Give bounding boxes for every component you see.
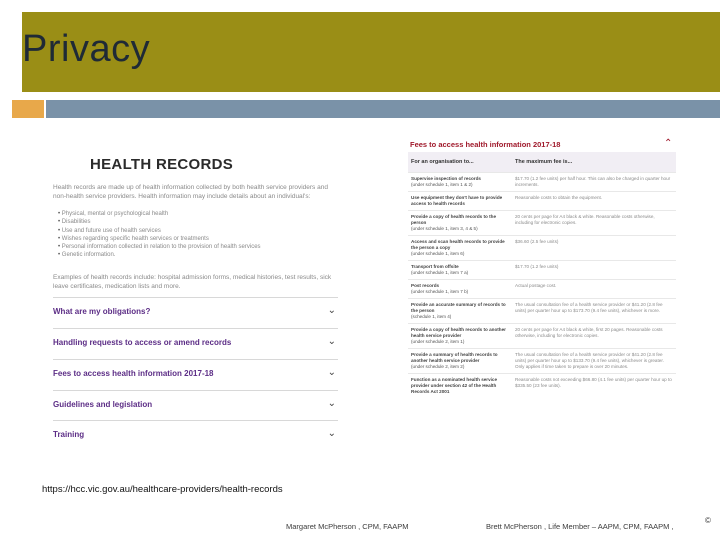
chevron-down-icon: ⌄	[327, 367, 336, 378]
row-action: Provide a copy of health records to another health service provider	[411, 327, 506, 338]
row-reference: (under schedule 1, item 7 a)	[411, 270, 469, 275]
table-row	[408, 211, 676, 236]
table-cell-fee: $17.70 (1.2 fee units) per half hour. This can also be charged in quarter hour increments.	[512, 173, 676, 192]
table-row	[408, 192, 676, 211]
bullet-item: • Disabilities	[58, 218, 328, 226]
chevron-down-icon: ⌄	[327, 336, 336, 347]
table-cell-organisation	[408, 261, 512, 280]
fees-table	[408, 152, 676, 398]
accordion-handling-requests[interactable]	[53, 328, 338, 359]
chevron-down-icon: ⌄	[327, 428, 336, 439]
row-action: Use equipment they don't have to provide access to health records	[411, 195, 503, 206]
accent-stripe-orange	[12, 100, 44, 118]
accordion-guidelines[interactable]	[53, 390, 338, 421]
table-row	[408, 261, 676, 280]
accordion-training[interactable]	[53, 420, 338, 451]
column-header-organisation: For an organisation to...	[408, 152, 512, 173]
accordion-label: Training	[53, 430, 85, 439]
table-row	[408, 299, 676, 324]
fees-panel-title[interactable]: Fees to access health information 2017-18	[410, 140, 561, 149]
table-cell-organisation	[408, 211, 512, 236]
row-reference: (under schedule 2, item 2)	[411, 364, 465, 369]
accordion-label: Fees to access health information 2017-18	[53, 369, 214, 378]
health-records-bullet-list	[58, 210, 328, 260]
table-cell-fee: 20 cents per page for A4 black & white. Reasonable costs otherwise, including for electronic copies.	[512, 211, 676, 236]
table-row	[408, 173, 676, 192]
row-action: Supervise inspection of records	[411, 176, 481, 181]
chevron-down-icon: ⌄	[327, 398, 336, 409]
table-row	[408, 280, 676, 299]
chevron-up-icon[interactable]: ⌃	[664, 138, 673, 149]
table-cell-organisation	[408, 236, 512, 261]
row-action: Provide a summary of health records to another health service provider	[411, 352, 498, 363]
table-cell-organisation	[408, 192, 512, 211]
row-reference: (schedule 1, item 4)	[411, 314, 452, 319]
row-reference: (under schedule 2, item 1)	[411, 339, 465, 344]
table-cell-fee: $36.60 (2.5 fee units)	[512, 236, 676, 261]
source-url: https://hcc.vic.gov.au/healthcare-providers/health-records	[42, 484, 283, 495]
accordion-label: Handling requests to access or amend records	[53, 338, 232, 347]
bullet-item: • Use and future use of health services	[58, 227, 328, 235]
copyright-symbol: ©	[705, 516, 711, 525]
row-reference: (under schedule 1, item 1 & 2)	[411, 182, 473, 187]
table-cell-organisation	[408, 349, 512, 374]
row-action: Provide a copy of health records to the person	[411, 214, 497, 225]
table-row	[408, 324, 676, 349]
table-row	[408, 236, 676, 261]
title-bar-left-strip	[12, 12, 22, 92]
footer-author-left: Margaret McPherson , CPM, FAAPM	[286, 522, 409, 531]
bullet-item: • Physical, mental or psychological health	[58, 210, 328, 218]
accordion-fees[interactable]	[53, 359, 338, 390]
row-action: Provide an accurate summary of records to the person	[411, 302, 506, 313]
table-cell-organisation	[408, 173, 512, 192]
accent-stripe-blue	[46, 100, 720, 118]
table-cell-organisation	[408, 374, 512, 399]
row-action: Transport from offsite	[411, 264, 459, 269]
table-cell-fee: The usual consultation fee of a health service provider or $41.20 (2.8 fee units) per quarter hour up to $173.70 (9.4 fee units), whichever is more.	[512, 299, 676, 324]
footer-author-right: Brett McPherson , Life Member – AAPM, CPM, FAAPM ,	[486, 522, 674, 531]
table-row	[408, 374, 676, 399]
chevron-down-icon: ⌄	[327, 305, 336, 316]
row-reference: (under schedule 1, item 3, 4 & 5)	[411, 226, 478, 231]
table-row	[408, 349, 676, 374]
row-action: Post records	[411, 283, 440, 288]
row-action: Access and scan health records to provide the person a copy	[411, 239, 505, 250]
row-reference: (under schedule 1, item 7 b)	[411, 289, 469, 294]
bullet-item: • Wishes regarding specific health services or treatments	[58, 235, 328, 243]
fees-table-header-row	[408, 152, 676, 173]
bullet-item: • Personal information collected in relation to the provision of health services	[58, 243, 328, 251]
table-cell-fee: 20 cents per page for A4 black & white, first 20 pages. Reasonable costs otherwise, including for electronic copies.	[512, 324, 676, 349]
row-action: Function as a nominated health service provider under section 42 of the Health Records Act 2001	[411, 377, 498, 394]
table-cell-fee: Reasonable costs to obtain the equipment.	[512, 192, 676, 211]
health-records-intro: Health records are made up of health information collected by both health service providers and non-health service providers. Health information may include details about an individual's:	[53, 184, 328, 200]
table-cell-organisation	[408, 280, 512, 299]
table-cell-fee: Actual postage cost.	[512, 280, 676, 299]
accordion-label: What are my obligations?	[53, 307, 151, 316]
table-cell-organisation	[408, 324, 512, 349]
row-reference: (under schedule 1, item 6)	[411, 251, 465, 256]
bullet-item: • Genetic information.	[58, 251, 328, 259]
column-header-fee: The maximum fee is...	[512, 152, 676, 173]
table-cell-fee: $17.70 (1.2 fee units)	[512, 261, 676, 280]
accordion-obligations[interactable]	[53, 297, 338, 328]
health-records-heading: HEALTH RECORDS	[90, 156, 234, 173]
accordion-label: Guidelines and legislation	[53, 400, 153, 409]
table-cell-organisation	[408, 299, 512, 324]
table-cell-fee: The usual consultation fee of a health service provider or $41.20 (2.8 fee units) per quarter hour up to $133.70 (9.4 fee units), whichever is greater. Only applies if time taken to prepare is over 20 minutes.	[512, 349, 676, 374]
health-records-examples: Examples of health records include: hospital admission forms, medical histories, test results, sick leave certificates, medication lists and more.	[53, 274, 332, 290]
slide-title: Privacy	[22, 28, 151, 70]
table-cell-fee: Reasonable costs not exceeding $66.80 (4.1 fee units) per quarter hour up to $335.50 (23 fee units).	[512, 374, 676, 399]
